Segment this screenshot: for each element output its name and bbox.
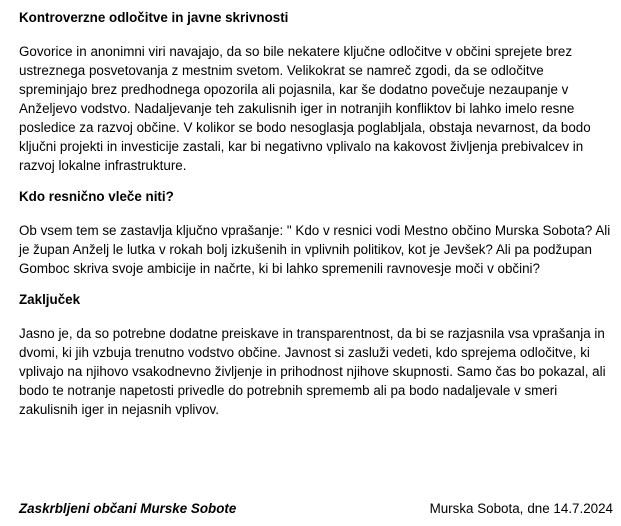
date: dne 14.7.2024 bbox=[527, 501, 613, 516]
section-paragraph-controversial-decisions: Govorice in anonimni viri navajajo, da so bile nekatere ključne odločitve v občini sprejete brez ustreznega posvetovanja z mestnim svetom. Velikokrat se namreč zgodi, da se odločitve spreminjajo brez predhodnega opozorila ali pojasnila, kar še dodatno povečuje nezaupanje v Anželjevo vodstvo. Nadaljevanje teh zakulisnih iger in notranjih konfliktov bi lahko imelo resne posledice za razvoj občine. V kolikor se bodo nesoglasja poglabljala, obstaja nevarnost, da bodo ključni projekti in investicije zastali, kar bi negativno vplivalo na kakovost življenja prebivalcev in razvoj lokalne infrastrukture. bbox=[19, 44, 591, 173]
place-date bbox=[430, 499, 613, 518]
document-footer bbox=[19, 499, 613, 518]
section-heading-conclusion: Zaključek bbox=[19, 292, 81, 307]
section-heading-who-pulls-strings: Kdo resnično vleče niti? bbox=[19, 189, 174, 204]
section-paragraph-conclusion: Jasno je, da so potrebne dodatne preiskave in transparentnost, da bi se razjasnila vsa vprašanja in dvomi, ki jih vzbuja trenutno vodstvo občine. Javnost si zasluži vedeti, kdo sprejema odločitve, ki vplivajo na njihovo vsakodnevno življenje in prihodnost njihove skupnosti. Samo čas bo pokazal, ali bodo te notranje napetosti privedle do potrebnih sprememb ali pa bodo nadaljevale v smeri zakulisnih iger in nejasnih vplivov. bbox=[19, 326, 606, 417]
place: Murska Sobota, bbox=[429, 501, 524, 516]
section-heading-controversial-decisions: Kontroverzne odločitve in javne skrivnosti bbox=[19, 10, 289, 25]
document-body bbox=[19, 8, 611, 419]
section-paragraph-who-pulls-strings: Ob vsem tem se zastavlja ključno vprašanje: " Kdo v resnici vodi Mestno občino Murska Sobota? Ali je župan Anželj le lutka v rokah bolj izkušenih in vplivnih politikov, kot je Jevšek? Ali pa podžupan Gomboc skriva svoje ambicije in načrte, ki bi lahko spremenili ravnovesje moči v občini? bbox=[19, 223, 611, 276]
signature: Zaskrbljeni občani Murske Sobote bbox=[19, 501, 237, 516]
